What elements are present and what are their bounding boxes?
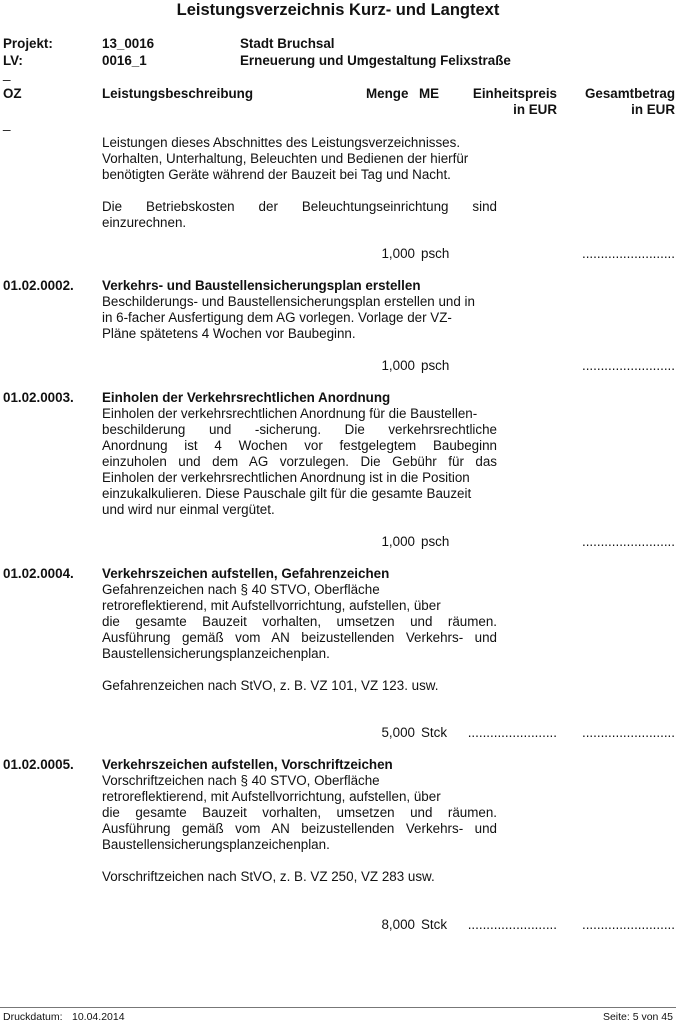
position-number: 01.02.0003. [3,390,74,405]
quantity: 1,000 [381,534,415,549]
unit-price-field: ........................ [467,725,557,740]
column-einheitspreis: Einheitspreis [472,86,557,101]
total-price-field: ......................... [581,358,675,373]
description-line: in 6-facher Ausfertigung dem AG vorlegen. Vorlage der VZ- [102,310,452,325]
footer-divider [0,1007,676,1008]
total-price-field: ......................... [581,725,675,740]
description-line: retroreflektierend, mit Aufstellvorrichtung, aufstellen, über [102,598,441,613]
separator-dash: _ [3,66,11,81]
column-menge: Menge [366,86,409,101]
column-gesamtbetrag: Gesamtbetrag [584,86,675,101]
unit: psch [421,358,450,373]
position-description [102,406,497,518]
quantity: 5,000 [381,725,415,740]
column-oz: OZ [3,86,22,101]
description-line: einzukalkulieren. Diese Pauschale gilt für die gesamte Bauzeit [102,486,472,501]
description-line: Einholen der verkehrsrechtlichen Anordnung für die Baustellen- [102,406,478,421]
column-beschreibung: Leistungsbeschreibung [102,86,254,101]
projekt-label: Projekt: [3,36,53,51]
intro-line: Vorhalten, Unterhaltung, Beleuchten und Bedienen der hierfür [102,151,469,166]
intro-text [102,135,497,231]
position-title: Verkehrszeichen aufstellen, Gefahrenzeichen [102,566,390,581]
position-title: Einholen der Verkehrsrechtlichen Anordnung [102,390,391,405]
description-line: Einholen der verkehrsrechtlichen Anordnung ist in die Position [102,470,470,485]
description-line: und wird nur einmal vergütet. [102,502,275,517]
position-number: 01.02.0005. [3,757,74,772]
description-line: Baustellensicherungsplanzeichenplan. [102,837,330,852]
quantity: 1,000 [381,246,415,261]
column-gesamtbetrag-unit: in EUR [631,102,675,117]
page-number: Seite: 5 von 45 [602,1011,673,1023]
description-line: retroreflektierend, mit Aufstellvorrichtung, aufstellen, über [102,789,441,804]
total-price-field: ......................... [581,917,675,932]
description-line: die gesamte Bauzeit vorhalten, umsetzen und räumen. [102,614,497,629]
description-line: Vorschriftzeichen nach StVO, z. B. VZ 250, VZ 283 usw. [102,869,435,884]
unit: psch [421,246,450,261]
description-line: Gefahrenzeichen nach StVO, z. B. VZ 101, VZ 123. usw. [102,678,439,693]
description-line: Pläne spätetens 4 Wochen vor Baubeginn. [102,326,356,341]
description-line: Ausführung gemäß vom AN beizustellenden Verkehrs- und [102,630,497,645]
total-price-field: ......................... [581,246,675,261]
quantity: 1,000 [381,358,415,373]
intro-line: benötigten Geräte während der Bauzeit bei Tag und Nacht. [102,167,451,182]
total-price-field: ......................... [581,534,675,549]
projekt-name: Stadt Bruchsal [240,36,335,51]
unit: Stck [421,725,448,740]
lv-number: 0016_1 [102,53,147,68]
description-line: die gesamte Bauzeit vorhalten, umsetzen und räumen. [102,805,497,820]
separator-dash: _ [3,116,11,131]
description-line: Ausführung gemäß vom AN beizustellenden Verkehrs- und [102,821,497,836]
position-description [102,294,497,342]
print-date-label: Druckdatum: [3,1011,63,1023]
unit-price-field: ........................ [467,917,557,932]
position-number: 01.02.0002. [3,278,74,293]
quantity: 8,000 [381,917,415,932]
intro-line: einzurechnen. [102,215,187,230]
description-line: Anordnung ist 4 Wochen vor festgelegtem Baubeginn [102,438,497,453]
intro-line: Leistungen dieses Abschnittes des Leistungsverzeichnisses. [102,135,461,150]
position-title: Verkehrs- und Baustellensicherungsplan erstellen [102,278,421,293]
position-number: 01.02.0004. [3,566,74,581]
position-title: Verkehrszeichen aufstellen, Vorschriftzeichen [102,757,393,772]
description-line: Vorschriftzeichen nach § 40 STVO, Oberfläche [102,773,380,788]
intro-line: Die Betriebskosten der Beleuchtungseinrichtung sind [102,199,497,214]
projekt-number: 13_0016 [102,36,155,51]
print-date: 10.04.2014 [72,1011,125,1023]
column-me: ME [419,86,440,101]
description-line: Baustellensicherungsplanzeichenplan. [102,646,330,661]
position-description [102,773,497,885]
lv-label: LV: [3,53,23,68]
lv-name: Erneuerung und Umgestaltung Felixstraße [240,53,511,68]
position-description [102,582,497,694]
description-line: beschilderung und -sicherung. Die verkehrsrechtliche [102,422,497,437]
unit: psch [421,534,450,549]
description-line: Beschilderungs- und Baustellensicherungsplan erstellen und in [102,294,475,309]
description-line: einzuholen und dem AG vorzulegen. Die Gebühr für das [102,454,497,469]
column-einheitspreis-unit: in EUR [513,102,557,117]
document-title: Leistungsverzeichnis Kurz- und Langtext [176,1,500,19]
description-line: Gefahrenzeichen nach § 40 STVO, Oberfläche [102,582,380,597]
unit: Stck [421,917,448,932]
